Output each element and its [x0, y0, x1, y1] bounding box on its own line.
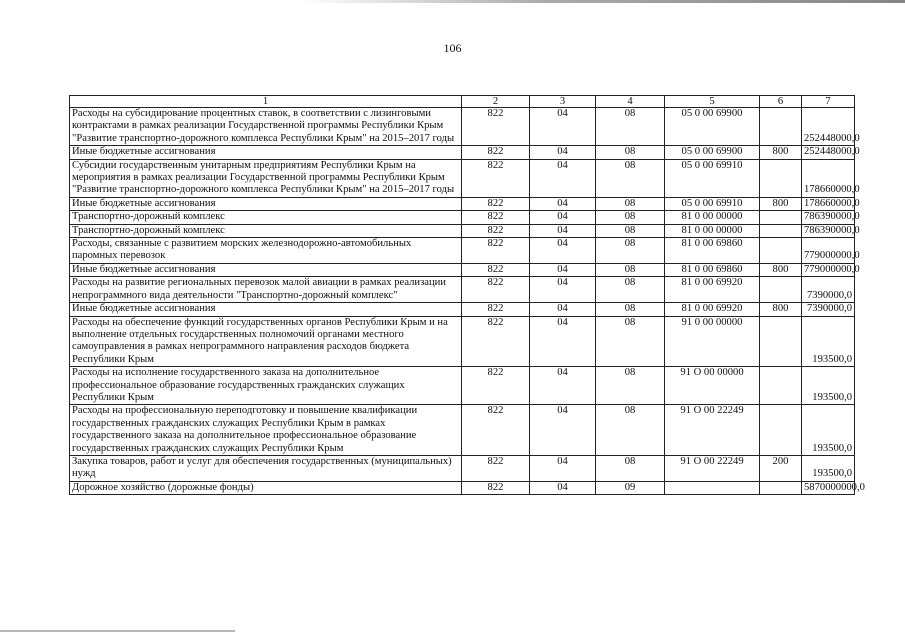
row-target-code: 81 0 00 00000 [665, 224, 760, 237]
row-section: 04 [530, 263, 596, 276]
column-header: 2 [462, 96, 530, 108]
row-amount: 252448000,0 [802, 146, 855, 159]
row-grbs: 822 [462, 224, 530, 237]
table-row [70, 211, 855, 224]
row-expense-type [760, 367, 802, 405]
row-expense-type: 800 [760, 263, 802, 276]
table-row [70, 481, 855, 494]
table-row [70, 159, 855, 197]
row-target-code: 05 0 00 69910 [665, 197, 760, 210]
row-expense-type [760, 224, 802, 237]
row-grbs: 822 [462, 405, 530, 456]
row-subsection: 08 [596, 211, 665, 224]
row-section: 04 [530, 303, 596, 316]
row-section: 04 [530, 481, 596, 494]
row-section: 04 [530, 159, 596, 197]
row-subsection: 08 [596, 316, 665, 367]
row-subsection: 08 [596, 367, 665, 405]
row-grbs: 822 [462, 455, 530, 481]
row-grbs: 822 [462, 211, 530, 224]
row-grbs: 822 [462, 481, 530, 494]
table-row [70, 316, 855, 367]
row-description: Иные бюджетные ассигнования [70, 263, 462, 276]
row-description: Расходы на развитие региональных перевозок малой авиации в рамках реализации непрограммного вида деятельности "Транспортно-дорожный комплекс" [70, 277, 462, 303]
table-row [70, 263, 855, 276]
row-expense-type: 200 [760, 455, 802, 481]
scan-edge-bottom [0, 630, 235, 632]
row-grbs: 822 [462, 367, 530, 405]
row-section: 04 [530, 367, 596, 405]
row-description: Иные бюджетные ассигнования [70, 197, 462, 210]
row-amount: 7390000,0 [802, 277, 855, 303]
row-grbs: 822 [462, 263, 530, 276]
row-amount: 193500,0 [802, 367, 855, 405]
row-subsection: 08 [596, 277, 665, 303]
table-row [70, 238, 855, 264]
row-subsection: 09 [596, 481, 665, 494]
table-row [70, 224, 855, 237]
table-row [70, 455, 855, 481]
row-grbs: 822 [462, 277, 530, 303]
row-target-code: 05 0 00 69910 [665, 159, 760, 197]
column-header: 6 [760, 96, 802, 108]
row-section: 04 [530, 405, 596, 456]
row-subsection: 08 [596, 224, 665, 237]
row-section: 04 [530, 197, 596, 210]
row-subsection: 08 [596, 197, 665, 210]
row-subsection: 08 [596, 303, 665, 316]
row-subsection: 08 [596, 159, 665, 197]
row-description: Расходы на профессиональную переподготовку и повышение квалификации государственных гражданских служащих Республики Крым в рамках государственного заказа на дополнительное профессиональное образование государственных гражданских служащих Республики Крым [70, 405, 462, 456]
row-subsection: 08 [596, 405, 665, 456]
row-target-code: 81 0 00 69920 [665, 277, 760, 303]
row-grbs: 822 [462, 238, 530, 264]
row-description: Расходы на субсидирование процентных ставок, в соответствии с лизинговыми контрактами в рамках реализации Государственной программы Республики Крым "Развитие транспортно-дорожного комплекса Республики Крым" на 2015–2017 годы [70, 108, 462, 146]
row-description: Иные бюджетные ассигнования [70, 303, 462, 316]
row-target-code: 05 0 00 69900 [665, 146, 760, 159]
table-header-row [70, 96, 855, 108]
table-row [70, 108, 855, 146]
row-expense-type [760, 316, 802, 367]
row-amount: 786390000,0 [802, 224, 855, 237]
scan-edge-top [300, 0, 905, 3]
row-expense-type [760, 108, 802, 146]
row-target-code: 91 0 00 00000 [665, 316, 760, 367]
row-grbs: 822 [462, 197, 530, 210]
table-row [70, 197, 855, 210]
row-description: Закупка товаров, работ и услуг для обеспечения государственных (муниципальных) нужд [70, 455, 462, 481]
column-header: 5 [665, 96, 760, 108]
row-description: Расходы на обеспечение функций государственных органов Республики Крым и на выполнение отдельных государственных полномочий органами местного самоуправления в рамках непрограммного направления расходов бюджета Республики Крым [70, 316, 462, 367]
row-description: Дорожное хозяйство (дорожные фонды) [70, 481, 462, 494]
row-amount: 5870000000,0 [802, 481, 855, 494]
row-expense-type [760, 277, 802, 303]
row-section: 04 [530, 316, 596, 367]
table-row [70, 277, 855, 303]
row-amount: 779000000,0 [802, 263, 855, 276]
column-header: 7 [802, 96, 855, 108]
row-target-code: 91 О 00 00000 [665, 367, 760, 405]
row-subsection: 08 [596, 146, 665, 159]
row-amount: 193500,0 [802, 405, 855, 456]
page-number: 106 [443, 41, 462, 55]
table-row [70, 146, 855, 159]
budget-table [69, 95, 865, 495]
row-expense-type [760, 405, 802, 456]
row-target-code: 91 О 00 22249 [665, 405, 760, 456]
row-section: 04 [530, 238, 596, 264]
row-target-code: 81 0 00 69860 [665, 238, 760, 264]
row-description: Расходы, связанные с развитием морских железнодорожно-автомобильных паромных перевозок [70, 238, 462, 264]
row-amount: 7390000,0 [802, 303, 855, 316]
row-target-code: 81 0 00 00000 [665, 211, 760, 224]
row-expense-type: 800 [760, 303, 802, 316]
row-amount: 252448000,0 [802, 108, 855, 146]
column-header: 4 [596, 96, 665, 108]
row-expense-type: 800 [760, 146, 802, 159]
row-target-code: 91 О 00 22249 [665, 455, 760, 481]
row-grbs: 822 [462, 159, 530, 197]
row-subsection: 08 [596, 455, 665, 481]
row-amount: 178660000,0 [802, 197, 855, 210]
column-header: 3 [530, 96, 596, 108]
row-description: Иные бюджетные ассигнования [70, 146, 462, 159]
row-expense-type [760, 238, 802, 264]
row-expense-type: 800 [760, 197, 802, 210]
table-row [70, 405, 855, 456]
row-grbs: 822 [462, 316, 530, 367]
row-subsection: 08 [596, 238, 665, 264]
row-target-code: 81 0 00 69860 [665, 263, 760, 276]
row-section: 04 [530, 108, 596, 146]
row-amount: 193500,0 [802, 316, 855, 367]
row-section: 04 [530, 146, 596, 159]
row-description: Транспортно-дорожный комплекс [70, 211, 462, 224]
row-amount: 178660000,0 [802, 159, 855, 197]
row-amount: 779000000,0 [802, 238, 855, 264]
row-expense-type [760, 211, 802, 224]
row-description: Субсидии государственным унитарным предприятиям Республики Крым на мероприятия в рамках реализации Государственной программы Республики Крым "Развитие транспортно-дорожного комплекса Республики Крым" на 2015–2017 годы [70, 159, 462, 197]
row-target-code: 05 0 00 69900 [665, 108, 760, 146]
row-description: Транспортно-дорожный комплекс [70, 224, 462, 237]
row-grbs: 822 [462, 108, 530, 146]
row-section: 04 [530, 211, 596, 224]
row-description: Расходы на исполнение государственного заказа на дополнительное профессиональное образование государственных гражданских служащих Республики Крым [70, 367, 462, 405]
column-header: 1 [70, 96, 462, 108]
table-row [70, 303, 855, 316]
row-expense-type [760, 481, 802, 494]
row-section: 04 [530, 277, 596, 303]
row-expense-type [760, 159, 802, 197]
row-grbs: 822 [462, 303, 530, 316]
row-section: 04 [530, 224, 596, 237]
row-grbs: 822 [462, 146, 530, 159]
row-subsection: 08 [596, 108, 665, 146]
table-row [70, 367, 855, 405]
row-amount: 193500,0 [802, 455, 855, 481]
row-section: 04 [530, 455, 596, 481]
row-target-code [665, 481, 760, 494]
row-amount: 786390000,0 [802, 211, 855, 224]
row-target-code: 81 0 00 69920 [665, 303, 760, 316]
row-subsection: 08 [596, 263, 665, 276]
